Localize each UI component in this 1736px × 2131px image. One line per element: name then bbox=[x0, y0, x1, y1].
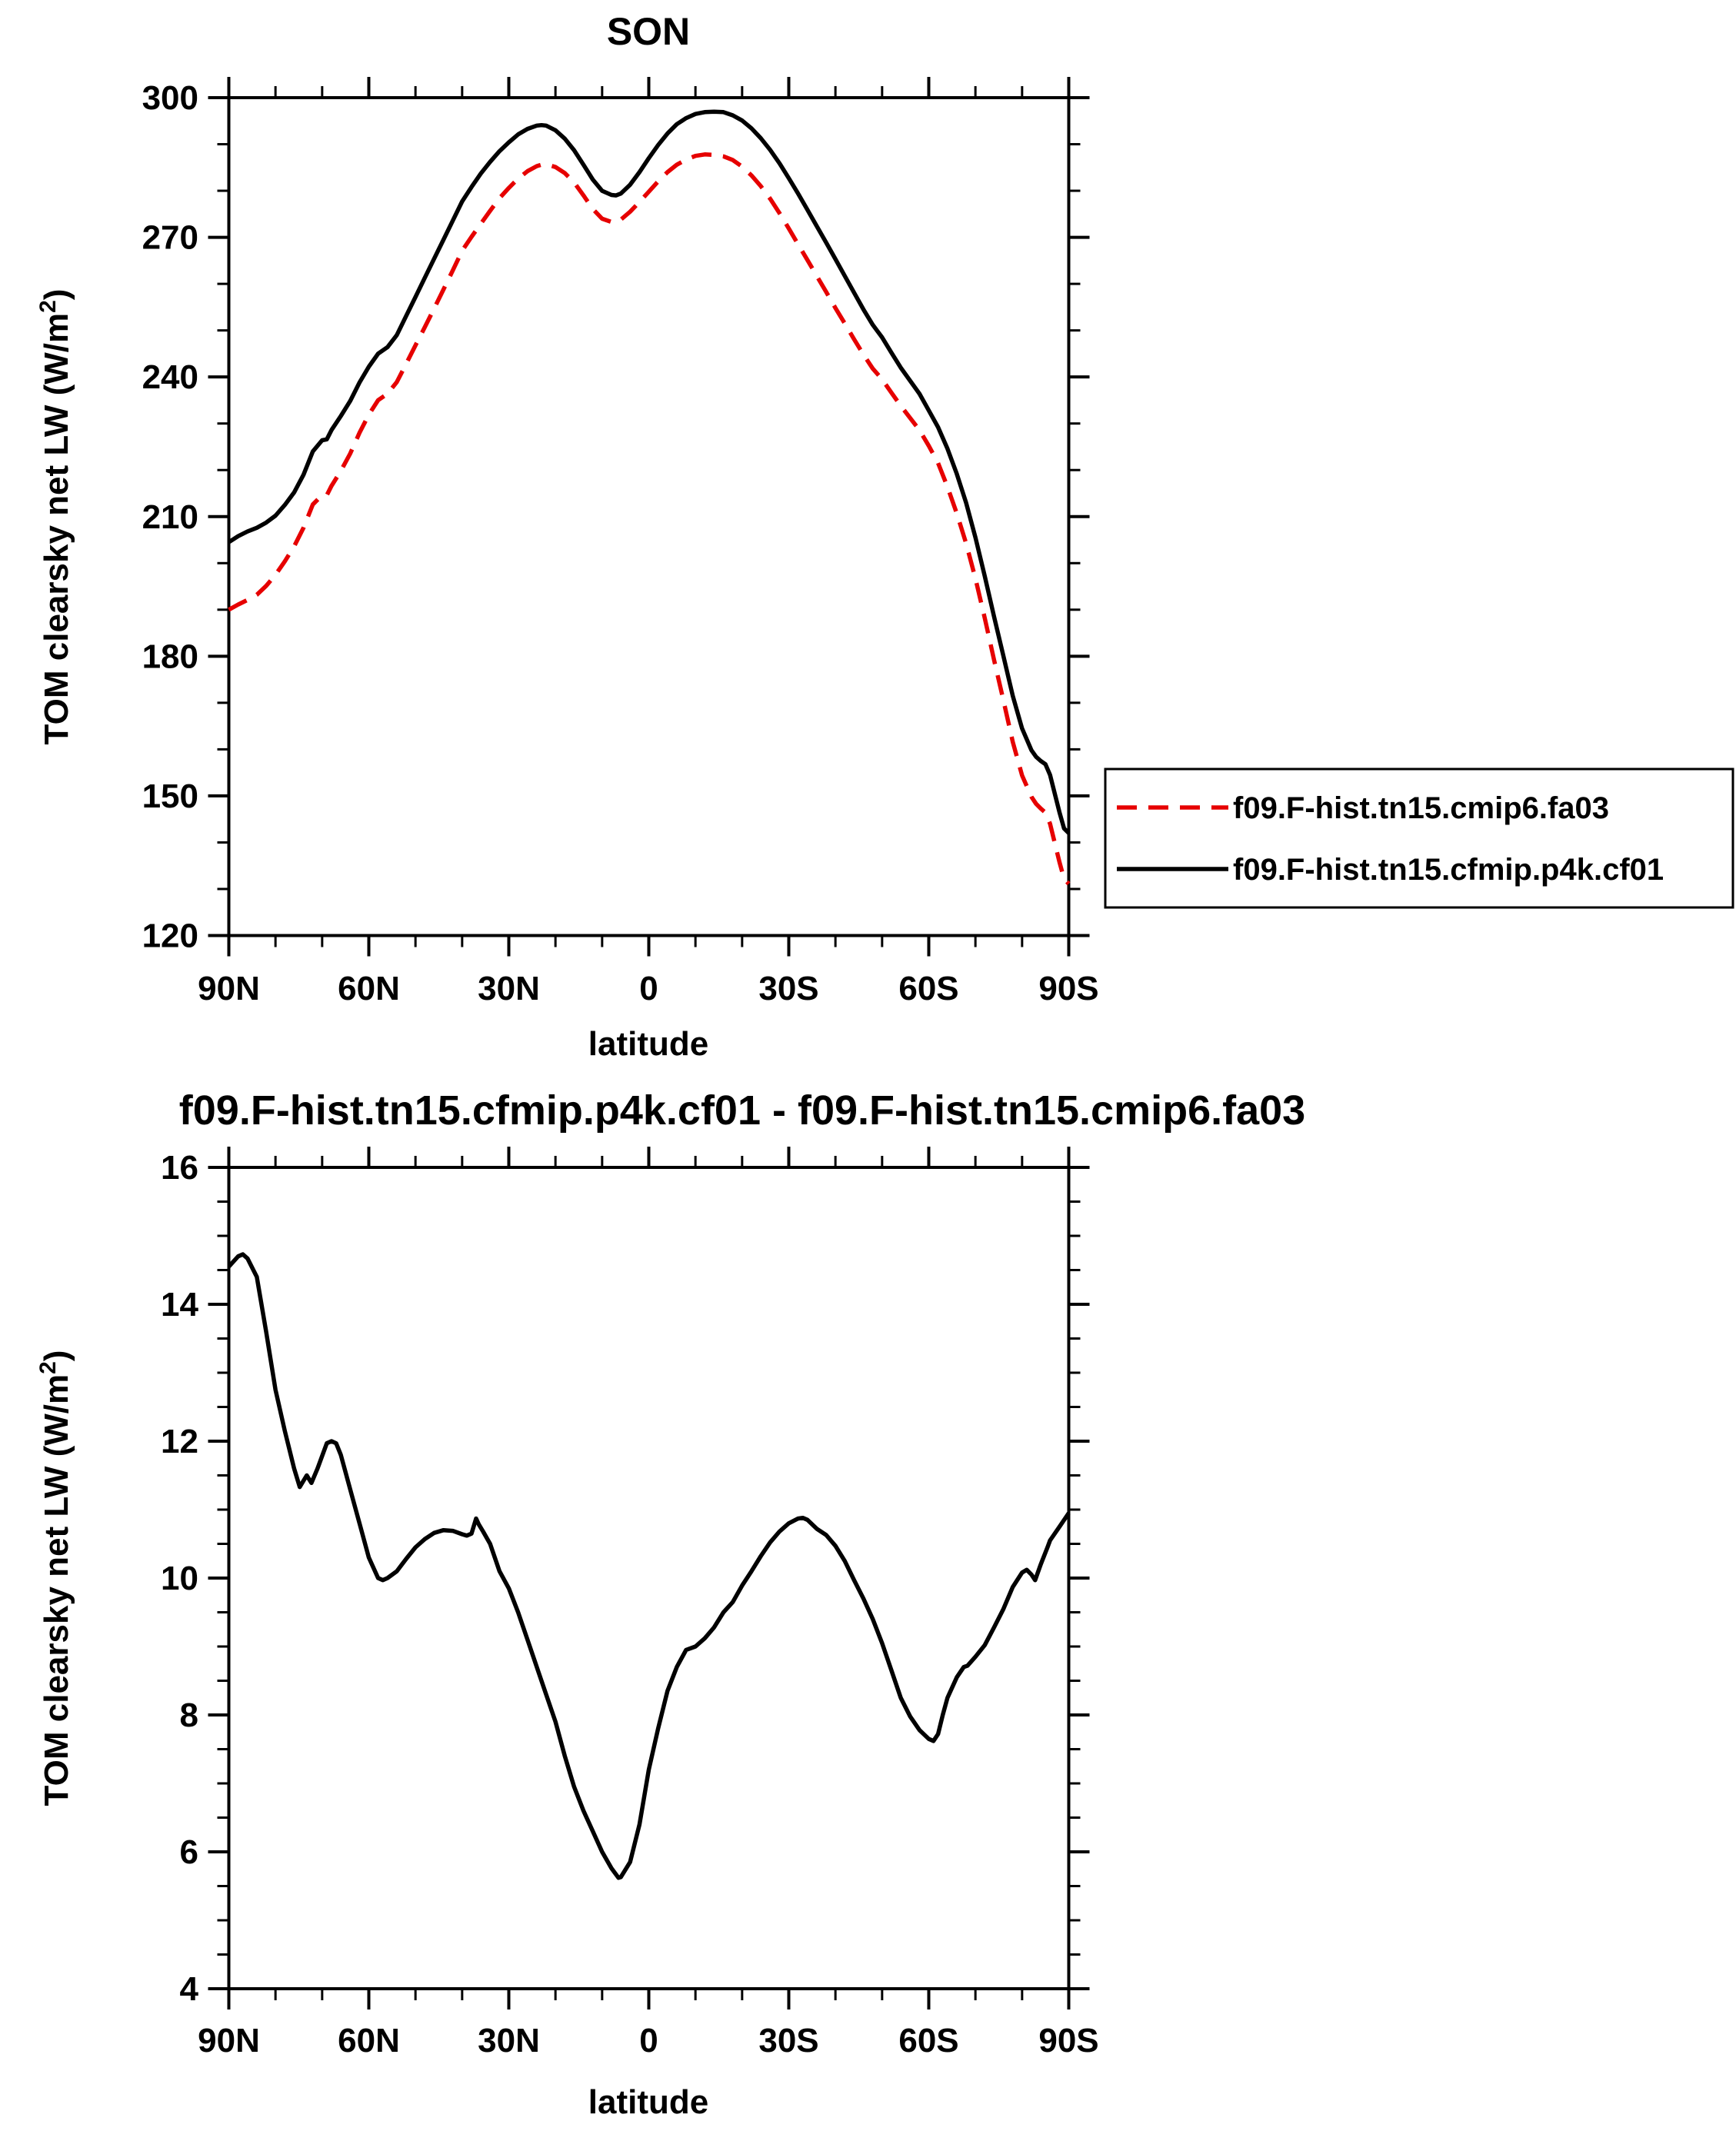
y-tick-label: 210 bbox=[142, 498, 198, 536]
bottom-chart-axes bbox=[208, 1147, 1090, 2009]
x-tick-label: 90N bbox=[198, 970, 260, 1007]
red-dashed-curve-cmip6-fa03 bbox=[229, 155, 1069, 884]
x-tick-label: 60N bbox=[338, 970, 400, 1007]
x-tick-label: 60N bbox=[338, 2022, 400, 2059]
top-chart-y-tick-labels bbox=[142, 79, 198, 955]
y-tick-label: 240 bbox=[142, 358, 198, 397]
x-tick-label: 30S bbox=[758, 2022, 819, 2059]
y-tick-label: 16 bbox=[161, 1149, 198, 1187]
y-tick-label: 14 bbox=[161, 1286, 198, 1324]
y-tick-label: 270 bbox=[142, 218, 198, 257]
x-tick-label: 60S bbox=[898, 2022, 959, 2059]
x-tick-label: 0 bbox=[639, 970, 658, 1007]
bottom-chart-title: f09.F-hist.tn15.cfmip.p4k.cf01 - f09.F-hist.tn15.cmip6.fa03 bbox=[178, 1087, 1306, 1134]
y-tick-label: 8 bbox=[179, 1696, 198, 1734]
bottom-chart-frame bbox=[229, 1167, 1069, 1989]
bottom-chart-x-tick-labels bbox=[198, 2022, 1099, 2059]
legend bbox=[1105, 769, 1733, 907]
y-tick-label: 4 bbox=[179, 1970, 198, 2008]
x-tick-label: 0 bbox=[639, 2022, 658, 2059]
x-tick-label: 60S bbox=[898, 970, 959, 1007]
bottom-chart-y-tick-labels bbox=[161, 1149, 198, 2008]
top-chart bbox=[35, 10, 1099, 1063]
top-chart-frame bbox=[229, 98, 1069, 936]
top-chart-axes bbox=[208, 77, 1090, 957]
y-tick-label: 150 bbox=[142, 777, 198, 815]
legend-label-cmip6-fa03: f09.F-hist.tn15.cmip6.fa03 bbox=[1233, 791, 1610, 825]
top-chart-title: SON bbox=[606, 10, 691, 53]
y-tick-label: 300 bbox=[142, 79, 198, 117]
bottom-chart-y-axis-title: TOM clearsky net LW $(W/m^2)$ bbox=[35, 1350, 75, 1806]
top-chart-x-tick-labels bbox=[198, 970, 1099, 1007]
difference-curve bbox=[229, 1254, 1069, 1878]
y-tick-label: 180 bbox=[142, 638, 198, 676]
bottom-chart bbox=[35, 1087, 1305, 2121]
legend-label-cfmip-p4k-cf01: f09.F-hist.tn15.cfmip.p4k.cf01 bbox=[1233, 853, 1664, 887]
y-tick-label: 6 bbox=[179, 1833, 198, 1871]
x-tick-label: 30S bbox=[758, 970, 819, 1007]
y-tick-label: 12 bbox=[161, 1423, 198, 1460]
y-tick-label: 120 bbox=[142, 917, 198, 955]
top-chart-x-axis-title: latitude bbox=[588, 1025, 709, 1063]
top-chart-y-axis-title: TOM clearsky net LW $(W/m^2)$ bbox=[35, 288, 75, 745]
x-tick-label: 90S bbox=[1038, 970, 1099, 1007]
x-tick-label: 30N bbox=[478, 2022, 540, 2059]
x-tick-label: 30N bbox=[478, 970, 540, 1007]
y-tick-label: 10 bbox=[161, 1560, 198, 1597]
x-tick-label: 90S bbox=[1038, 2022, 1099, 2059]
x-tick-label: 90N bbox=[198, 2022, 260, 2059]
legend-box bbox=[1105, 769, 1733, 907]
bottom-chart-x-axis-title: latitude bbox=[588, 2083, 709, 2121]
